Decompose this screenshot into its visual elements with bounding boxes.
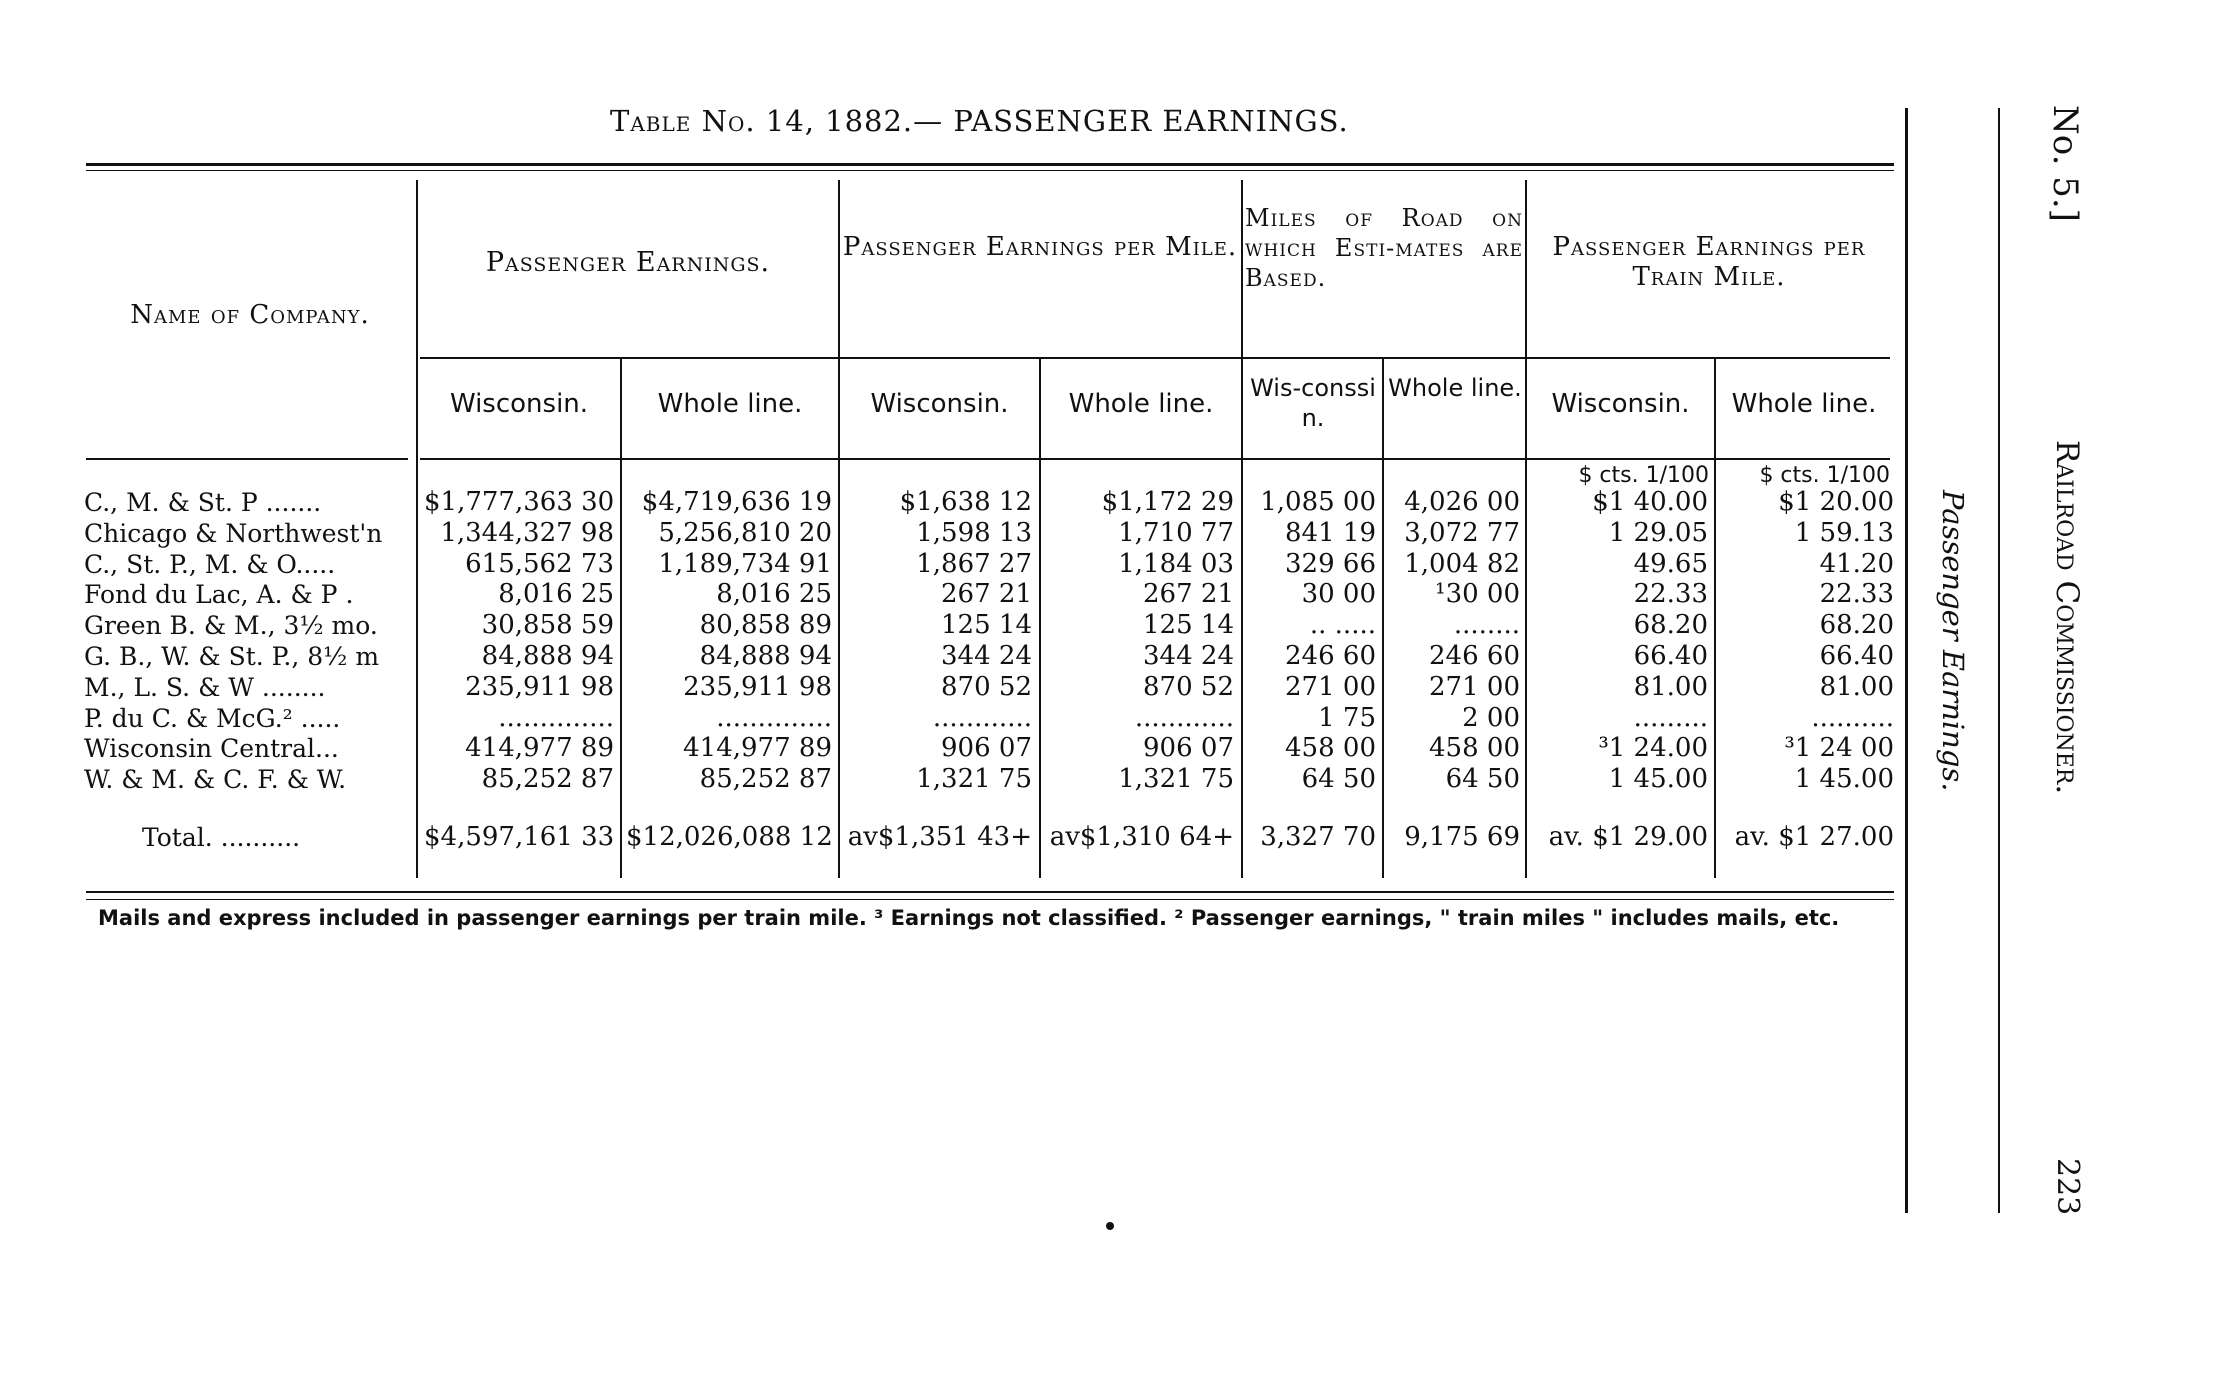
top-rule-thin [86,170,1894,171]
table-cell: 8,016 25 [716,579,832,610]
table-cell: 125 14 [941,610,1032,641]
group-header-earnings-per-mile: Passenger Earnings per Mile. [842,232,1238,262]
table-cell: 84,888 94 [699,641,832,671]
ink-dot [1106,1222,1114,1230]
table-cell: 246 60 [1285,641,1376,671]
table-cell: 271 00 [1285,671,1376,702]
table-cell: 235,911 98 [465,671,614,702]
group-header-passenger-earnings: Passenger Earnings. [485,247,771,278]
table-cell: 5,256,810 20 [658,517,832,548]
table-cell: .......... [1811,702,1894,733]
table-cell: ........ [1453,610,1520,641]
table-cell: 870 52 [941,671,1032,702]
table-row [0,518,1900,549]
table-cell: 85,252 87 [481,764,614,795]
company-name: Fond du Lac, A. & P . [84,580,354,610]
total-label: Total. .......... [142,823,301,852]
table-row [0,641,1900,672]
subheader-wisconsin: Wisconsin. [449,389,589,419]
table-cell: av. $1 29.00 [1548,822,1708,852]
table-row [0,764,1900,795]
table-row [0,549,1900,580]
table-row [0,487,1900,518]
table-cell: ......... [1633,702,1708,733]
company-name: G. B., W. & St. P., 8½ m [84,642,380,671]
bottom-rule-thin [86,899,1894,900]
company-name: P. du C. & McG.² ..... [84,703,341,733]
unit-label: $ cts. 1/100 [1578,463,1709,488]
table-cell: 906 07 [941,733,1032,764]
page-header: Railroad Commissioner. [2049,440,2085,795]
table-cell: 125 14 [1143,610,1234,641]
company-name: C., St. P., M. & O..... [84,549,336,579]
bottom-rule [86,891,1894,893]
table-cell: 267 21 [1143,579,1234,610]
subheader-whole-line: Whole line. [1731,389,1877,419]
table-cell: ............ [1134,702,1234,733]
table-cell: 8,016 25 [498,579,614,610]
table-cell: 1,085 00 [1260,487,1376,517]
table-cell: 458 00 [1429,733,1520,764]
table-cell: ³1 24.00 [1598,733,1708,764]
company-name: M., L. S. & W ........ [84,672,326,702]
subheader-wisconsin: Wisconsin. [1551,389,1690,419]
company-name: W. & M. & C. F. & W. [84,765,347,795]
subheader-whole-line: Whole line. [657,389,803,419]
table-cell: $4,597,161 33 [424,822,615,852]
table-cell: 267 21 [941,579,1032,610]
table-cell: 246 60 [1429,641,1520,671]
company-name: Chicago & Northwest'n [84,518,383,548]
table-cell: 49.65 [1633,548,1708,579]
group-header-miles-of-road: Miles of Road on which Esti-mates are Based. [1245,204,1523,292]
table-cell: 1,321 75 [1118,764,1234,795]
table-cell: 64 50 [1301,764,1376,795]
table-cell: 1,321 75 [916,764,1032,795]
table-row [0,610,1900,641]
table-cell: 344 24 [1143,641,1234,671]
table-cell: av$1,351 43+ [847,822,1032,852]
table-cell: 414,977 89 [465,733,614,764]
subheader-rule [86,458,408,460]
table-cell: 906 07 [1143,733,1234,764]
table-cell: 9,175 69 [1404,822,1520,852]
table-cell: ............ [932,702,1032,733]
table-cell: 81.00 [1819,671,1894,702]
table-cell: .............. [498,702,614,733]
table-cell: .............. [716,702,832,733]
unit-label: $ cts. 1/100 [1759,463,1890,488]
table-cell: 66.40 [1633,641,1708,671]
subheader-wisconsin: Wis-conssin. [1250,374,1376,432]
table-cell: 1 45.00 [1608,764,1708,795]
table-cell: 22.33 [1633,579,1708,610]
total-row [0,822,1900,853]
table-cell: 329 66 [1285,548,1376,579]
table-cell: ¹30 00 [1435,579,1520,610]
running-title: Passenger Earnings. [1936,490,1970,792]
margin-rule [1905,108,1908,1213]
table-cell: 41.20 [1819,548,1894,579]
subheader-rule [420,458,1890,460]
subheader-whole-line: Whole line. [1068,389,1214,419]
table-cell: 1,004 82 [1404,548,1520,579]
table-cell: $1 40.00 [1592,487,1708,517]
company-name: Wisconsin Central... [84,734,339,764]
table-cell: 81.00 [1633,671,1708,702]
company-name: Green B. & M., 3½ mo. [84,611,378,641]
table-cell: 1 75 [1318,702,1376,733]
table-row [0,579,1900,610]
table-cell: $1,172 29 [1101,487,1234,517]
table-cell: 3,072 77 [1404,517,1520,548]
name-of-company-header: Name of Company. [130,300,370,330]
table-cell: 3,327 70 [1260,822,1376,852]
table-cell: $4,719,636 19 [641,487,832,517]
table-cell: 30 00 [1301,579,1376,610]
table-cell: .. ..... [1309,610,1376,641]
table-cell: 66.40 [1819,641,1894,671]
table-cell: 841 19 [1285,517,1376,548]
table-cell: 1,867 27 [916,548,1032,579]
table-cell: 30,858 59 [481,610,614,641]
table-cell: 4,026 00 [1404,487,1520,517]
table-cell: 1,189,734 91 [658,548,832,579]
table-cell: 235,911 98 [683,671,832,702]
subheader-whole-line: Whole line. [1388,374,1522,402]
table-cell: av$1,310 64+ [1049,822,1234,852]
top-rule [86,163,1894,166]
table-cell: ³1 24 00 [1784,733,1894,764]
table-row [0,733,1900,764]
table-cell: 344 24 [941,641,1032,671]
table-cell: 84,888 94 [481,641,614,671]
subheader-wisconsin: Wisconsin. [870,389,1009,419]
table-cell: $1 20.00 [1778,487,1894,517]
table-row [0,672,1900,703]
table-cell: 1,598 13 [916,517,1032,548]
table-cell: 271 00 [1429,671,1520,702]
table-cell: 1,184 03 [1118,548,1234,579]
table-cell: 1 29.05 [1608,517,1708,548]
table-row [0,703,1900,734]
group-header-earnings-per-train-mile: Passenger Earnings per Train Mile. [1552,232,1866,292]
company-name: C., M. & St. P ....... [84,488,322,517]
table-cell: 1 45.00 [1794,764,1894,795]
table-cell: 1,344,327 98 [440,517,614,548]
table-cell: $1,777,363 30 [424,487,615,517]
margin-rule [1998,108,2000,1213]
table-cell: 1,710 77 [1118,517,1234,548]
group-header-rule [420,357,1890,359]
table-cell: 68.20 [1633,610,1708,641]
page-number: 223 [2050,1158,2085,1216]
table-cell: 64 50 [1445,764,1520,795]
volume-label: No. 5.] [2045,105,2085,222]
table-cell: 870 52 [1143,671,1234,702]
footnote: Mails and express included in passenger earnings per train mile. ³ Earnings not classified. ² Passenger earnings, " train miles " includes mails, etc. [98,906,1840,930]
table-cell: av. $1 27.00 [1734,822,1894,852]
table-cell: $12,026,088 12 [626,822,833,852]
table-cell: 458 00 [1285,733,1376,764]
table-cell: 85,252 87 [699,764,832,795]
table-cell: $1,638 12 [899,487,1032,517]
table-cell: 68.20 [1819,610,1894,641]
table-cell: 1 59.13 [1794,517,1894,548]
table-cell: 22.33 [1819,579,1894,610]
table-cell: 80,858 89 [699,610,832,641]
table-cell: 615,562 73 [465,548,614,579]
table-title: Table No. 14, 1882.— PASSENGER EARNINGS. [610,104,1349,138]
table-cell: 414,977 89 [683,733,832,764]
table-cell: 2 00 [1462,702,1520,733]
